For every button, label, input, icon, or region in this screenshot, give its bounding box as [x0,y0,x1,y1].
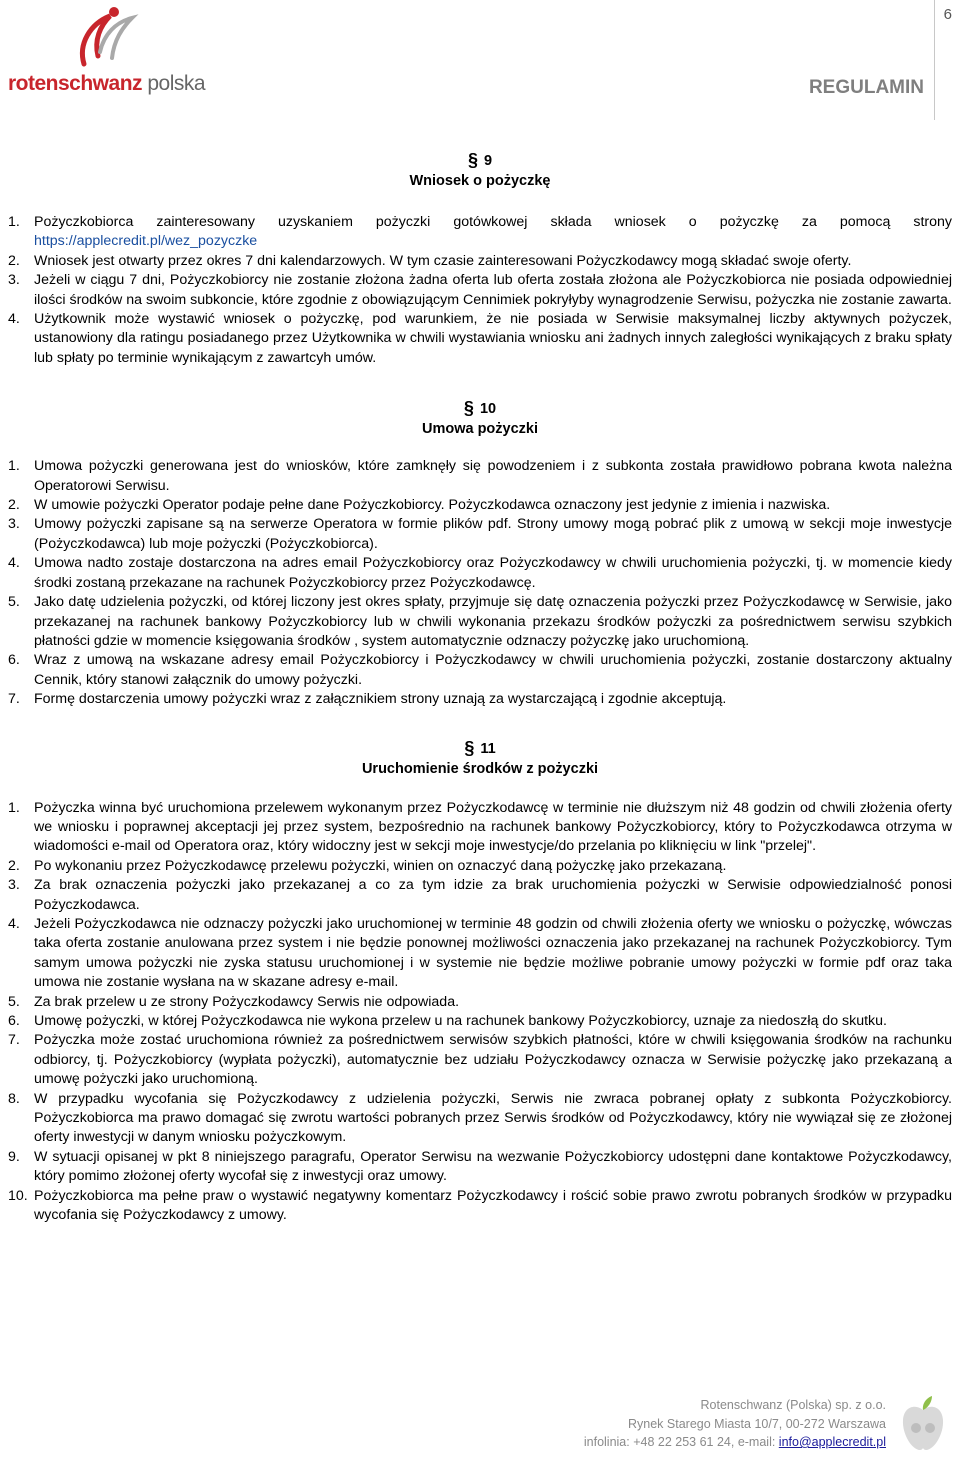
item-number: 2. [8,252,20,269]
item-number: 6. [8,1013,20,1029]
item-text: Formę dostarczenia umowy pożyczki wraz z załącznikiem strony uznają za wystarczającą i zgodnie akceptują. [34,691,727,708]
item-number: 4. [8,915,20,932]
document-title: REGULAMIN [808,77,924,98]
item-text: Za brak przelew u ze strony Pożyczkodawcy Serwis nie odpowiada. [34,993,460,1010]
item-text: Pożyczka winna być uruchomiona przelewem wykonanym przez Pożyczkodawcę w terminie nie dłuższym niż 48 godzin od chwili złożenia oferty we wniosku i poprawnej akceptacji jej przez system, bezpośrednio na rachunek bankowy Pożyczkobiorcy, który to Pożyczkodawca otrzyma w wiadomości e-mail od Operatora oraz, który widoczny jest w sekcji moje inwestycje/do przelania po kliknięciu w link "przelej". [34,799,952,855]
item-number: 8. [8,1090,20,1107]
list-item [8,876,952,915]
footer-address: Rynek Starego Miasta 10/7, 00-272 Warszawa [628,1416,886,1431]
item-text: Umowa pożyczki generowana jest do wniosków, które zamknęły się powodzeniem i z subkonta została prawidłowo pobrana kwota należna Operatorowi Serwisu. [34,458,952,494]
list-item [8,1090,952,1148]
section-heading-10 [8,398,952,439]
item-number: 2. [8,857,20,874]
list-item [8,554,952,593]
list-item [8,310,952,368]
list-item [8,457,952,496]
footer-contact-line [540,1433,886,1452]
list-item [8,1012,952,1031]
paragraph-symbol: § [467,150,478,170]
footer-company: Rotenschwanz (Polska) sp. z o.o. [700,1398,886,1412]
document-body [8,150,952,1225]
item-text: Pożyczkobiorca ma pełne praw o wystawić negatywny komentarz Pożyczkodawcy i rościć sobie prawo zwrotu pobranych środków w przypadku wycofania się Pożyczkodawcy z umowy. [34,1187,952,1224]
list-item [8,496,952,515]
list-item [8,1148,952,1187]
section-10-list [8,457,952,709]
item-number: 4. [8,311,20,328]
list-item [8,1031,952,1089]
list-item [8,252,952,271]
list-item [8,271,952,310]
list-item [8,515,952,554]
footer-email-link[interactable]: info@applecredit.pl [778,1435,886,1449]
item-text: Pożyczkobiorca zainteresowany uzyskaniem pożyczki gotówkowej składa wniosek o pożyczkę za pomocą strony [34,214,952,230]
footer-contact [540,1396,886,1452]
item-text: Jako datę udzielenia pożyczki, od której liczony jest okres spłaty, przyjmuje się datę oznaczenia pożyczki przez Pożyczkodawcę w Serwisie, jako przekazanej na rachunek bankowy Pożyczkobiorcy lub w chwili wykonania przekazu środków pożyczki za pośrednictwem serwisu szybkich płatności gdzie w momencie księgowania środków , system automatycznie odznaczy pożyczkę jako uruchomioną. [34,594,952,649]
item-text: Umowy pożyczki zapisane są na serwerze Operatora w formie plików pdf. Strony umowy mogą pobrać plik z umową w sekcji moje inwestycje (Pożyczkodawca) lub moje pożyczki (Pożyczkobiorca). [34,516,952,552]
item-text: Po wykonaniu przez Pożyczkodawcę przelewu pożyczki, winien on oznaczyć daną pożyczkę jako przekazaną. [34,857,727,874]
section-heading-11 [8,738,952,779]
item-number: 7. [8,691,20,708]
item-text: Pożyczka może zostać uruchomiona również za pośrednictwem serwisów szybkich płatności, które w chwili księgowania środków na rachunku odbiorcy, tj. Pożyczkobiorcy (wypłata pożyczki), automatycznie bez udziału Pożyczkodawcy oznacza w Serwisie pożyczkę jako przekazaną a umowę pożyczki jako uruchomioną. [34,1032,952,1088]
header-divider [934,0,935,120]
logo-wordmark [8,72,205,96]
item-number: 5. [8,594,20,611]
footer-phone: infolinia: +48 22 253 61 24, e-mail: [583,1435,779,1449]
section-number: 9 [483,153,493,169]
list-item [8,1187,952,1226]
application-link[interactable]: https://applecredit.pl/wez_pozyczke [34,233,258,250]
paragraph-symbol: § [463,398,474,419]
logo-word-secondary: polska [147,72,206,95]
list-item [8,915,952,993]
list-item [8,651,952,690]
item-number: 6. [8,652,20,669]
section-title: Wniosek o pożyczkę [409,173,551,189]
item-number: 5. [8,993,20,1010]
logo-swirl-icon [70,4,140,72]
page-number: 6 [943,6,952,23]
item-text: Wniosek jest otwarty przez okres 7 dni kalendarzowych. W tym czasie zainteresowani Pożyczkodawcy mogą składać swoje oferty. [34,252,852,269]
item-text: Użytkownik może wystawić wniosek o pożyczkę, pod warunkiem, że nie posiada w Serwisie maksymalnej liczby aktywnych pożyczek, ustanowiony dla ratingu posiadanego przez Użytkownika w chwili wystawiania wniosku ani żadnych innych zaległości wynikających z braku spłaty lub spłaty po terminie wynikającym z zawartcyh umów. [34,311,952,366]
list-item [8,593,952,651]
section-number: 11 [480,740,496,757]
item-text: W przypadku wycofania się Pożyczkodawcy z udzielenia pożyczki, Serwis nie zwraca pobranej opłaty z subkonta Pożyczkobiorcy. Pożyczkobiorca ma prawo domagać się zwrotu wartości pobranych przez Serwis środków od Pożyczkodawcy, który nie wywiązał się ze złożonej oferty inwestycji w danym wniosku pożyczkowym. [34,1090,952,1146]
list-item [8,993,952,1012]
section-11-list [8,799,952,1226]
section-number: 10 [479,401,497,418]
item-text: Za brak oznaczenia pożyczki jako przekazanej a co za tym idzie za brak uruchomienia pożyczki w Serwisie odpowiedzialność ponosi Pożyczkodawca. [34,877,952,913]
item-number: 3. [8,272,20,289]
section-title: Uruchomienie środków z pożyczki [361,760,599,777]
item-text: Umowę pożyczki, w której Pożyczkodawca nie wykona przelew u na rachunek bankowy Pożyczkobiorcy, uznaje za niedoszłą do skutku. [34,1013,887,1029]
company-logo [8,4,206,96]
item-text: Wraz z umową na wskazane adresy email Pożyczkobiorcy i Pożyczkodawcy w chwili uruchomienia pożyczki, zostanie dostarczony aktualny Cennik, który stanowi załącznik do umowy pożyczki. [34,652,952,688]
item-number: 3. [8,877,20,894]
apple-logo-icon [898,1394,948,1456]
item-text: W umowie pożyczki Operator podaje pełne dane Pożyczkobiorcy. Pożyczkodawca oznaczony jest jedynie z imienia i nazwiska. [34,497,831,514]
item-number: 1. [8,214,20,230]
item-text: Jeżeli w ciągu 7 dni, Pożyczkobiorcy nie zostanie złożona żadna oferta lub oferta została złożona ale Pożyczkobiorca nie posiada odpowiedniej ilości środków na swoim subkoncie, które zgodnie z obowiązującym Cennimiek pokryłyby wynagrodzenie Serwisu, pożyczka nie zostanie zawarta. [34,272,952,308]
item-number: 3. [8,516,20,533]
list-item [8,690,952,709]
item-text: Umowa nadto zostaje dostarczona na adres email Pożyczkobiorcy oraz Pożyczkodawcy w chwili uruchomienia pożyczki, tj. w momencie kiedy środki zostaną przekazane na rachunek Pożyczkobiorcy przez Pożyczkodawcę. [34,555,952,591]
paragraph-symbol: § [464,737,475,758]
logo-word-primary: rotenschwanz [8,72,143,95]
item-number: 4. [8,555,20,572]
section-title: Umowa pożyczki [421,421,539,438]
item-number: 1. [8,799,20,816]
item-number: 7. [8,1032,20,1049]
item-text: W sytuacji opisanej w pkt 8 niniejszego paragrafu, Operator Serwisu na wezwanie Pożyczkobiorcy udostępni dane kontaktowe Pożyczkodawcy, który pomimo złożonej oferty wycofał się z inwestycji oraz umowy. [34,1148,952,1185]
item-number: 9. [8,1148,20,1165]
section-9-list [8,213,952,368]
section-heading-9 [8,150,952,191]
list-item [8,857,952,876]
item-text: Jeżeli Pożyczkodawca nie odznaczy pożyczki jako uruchomionej w terminie 48 godzin od chwili złożenia oferty we wniosku o pożyczkę, wówczas taka oferta zostanie anulowana przez system i nie będzie ponownej możliwości oznaczenia jako przekazanej na rachunek Pożyczkobiorcy. Tym samym umowa pożyczki nie zyska statusu uruchomionej i w systemie nie będzie możliwe pobranie umowy pożyczki w formie pdf oraz taka umowa nie zostanie wysłana na w skazane adresy e-mail. [34,915,952,991]
item-number: 2. [8,497,20,514]
item-number: 10. [8,1187,28,1204]
list-item [8,799,952,857]
list-item [8,213,952,252]
item-number: 1. [8,458,20,475]
